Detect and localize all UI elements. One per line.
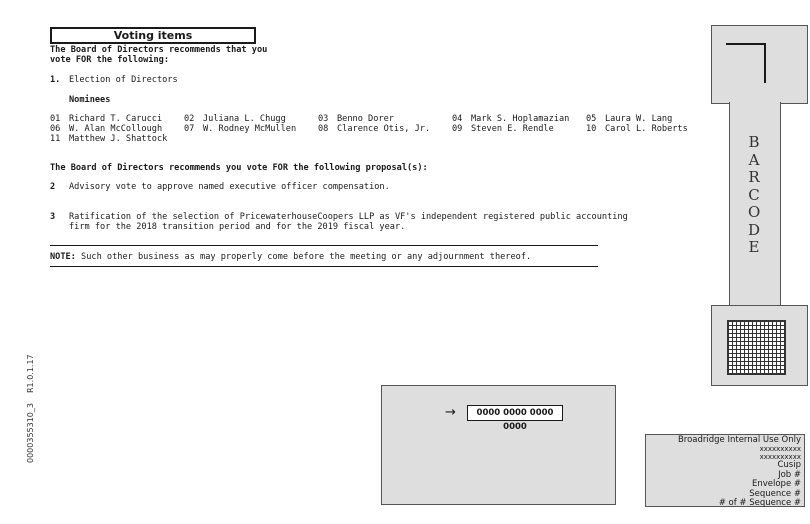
- nominee-name: Richard T. Carucci: [69, 114, 163, 124]
- item-1-number: 1.: [50, 75, 61, 85]
- nominee-number: 07: [184, 124, 195, 134]
- internal-placeholder: xxxxxxxxxx: [759, 453, 801, 462]
- item-1-label: Election of Directors: [69, 75, 178, 85]
- arrow-right-icon: →: [445, 405, 456, 420]
- nominee-number: 04: [452, 114, 463, 124]
- internal-placeholder: xxxxxxxxxx: [759, 445, 801, 454]
- nominee-name: Clarence Otis, Jr.: [337, 124, 431, 134]
- side-code-a: 0000355310_3: [26, 403, 35, 463]
- nominee-name: Juliana L. Chugg: [203, 114, 286, 124]
- nominee-number: 03: [318, 114, 329, 124]
- nominee-name: Carol L. Roberts: [605, 124, 688, 134]
- barcode-label: [729, 134, 779, 257]
- note-text: Such other business as may properly come before the meeting or any adjournment thereof.: [75, 252, 532, 262]
- internal-of-sequence: # of # Sequence #: [718, 498, 801, 509]
- proposal-2-number: 2: [50, 182, 56, 192]
- proposals-heading: The Board of Directors recommends you vote FOR the following proposal(s):: [50, 163, 428, 173]
- nominee-name: Mark S. Hoplamazian: [471, 114, 570, 124]
- nominee-number: 08: [318, 124, 329, 134]
- proposal-3-number: 3: [50, 212, 56, 222]
- nominee-name: Steven E. Rendle: [471, 124, 554, 134]
- board-recommendation-heading: The Board of Directors recommends that you vote FOR the following:: [50, 45, 268, 65]
- voting-items-title: Voting items: [50, 27, 256, 44]
- 2d-barcode-icon: [727, 320, 786, 375]
- nominees-heading: Nominees: [69, 95, 111, 105]
- divider: [50, 245, 598, 246]
- nominee-number: 05: [586, 114, 597, 124]
- nominee-number: 11: [50, 134, 61, 144]
- internal-cusip: Cusip: [777, 460, 801, 471]
- internal-sequence: Sequence #: [749, 488, 801, 499]
- nominee-name: Laura W. Lang: [605, 114, 673, 124]
- nominee-name: Matthew J. Shattock: [69, 134, 168, 144]
- internal-job: Job #: [778, 469, 801, 480]
- proposal-3-text: Ratification of the selection of PricewaterhouseCoopers LLP as VF's independent registered public accounting firm for the 2018 transition period and for the 2019 fiscal year.: [69, 212, 628, 232]
- nominee-number: 06: [50, 124, 61, 134]
- nominee-number: 09: [452, 124, 463, 134]
- nominee-number: 10: [586, 124, 597, 134]
- nominee-name: W. Alan McCollough: [69, 124, 163, 134]
- note-label: NOTE:: [50, 252, 76, 262]
- side-code-b: R1.0.1.17: [26, 354, 35, 393]
- barcode-letters: BARCODE: [748, 133, 761, 256]
- nominee-name: Benno Dorer: [337, 114, 394, 124]
- proposal-2-text: Advisory vote to approve named executive officer compensation.: [69, 182, 390, 192]
- internal-use-box: [645, 434, 805, 507]
- internal-heading: Broadridge Internal Use Only: [677, 435, 801, 445]
- control-number-panel: [381, 385, 616, 505]
- nominee-number: 02: [184, 114, 195, 124]
- nominee-name: W. Rodney McMullen: [203, 124, 297, 134]
- control-number: 0000 0000 0000 0000: [467, 405, 563, 421]
- divider: [50, 266, 598, 267]
- registration-corner-icon: [726, 43, 766, 83]
- note: [50, 252, 531, 262]
- nominee-number: 01: [50, 114, 61, 124]
- internal-envelope: Envelope #: [751, 479, 801, 490]
